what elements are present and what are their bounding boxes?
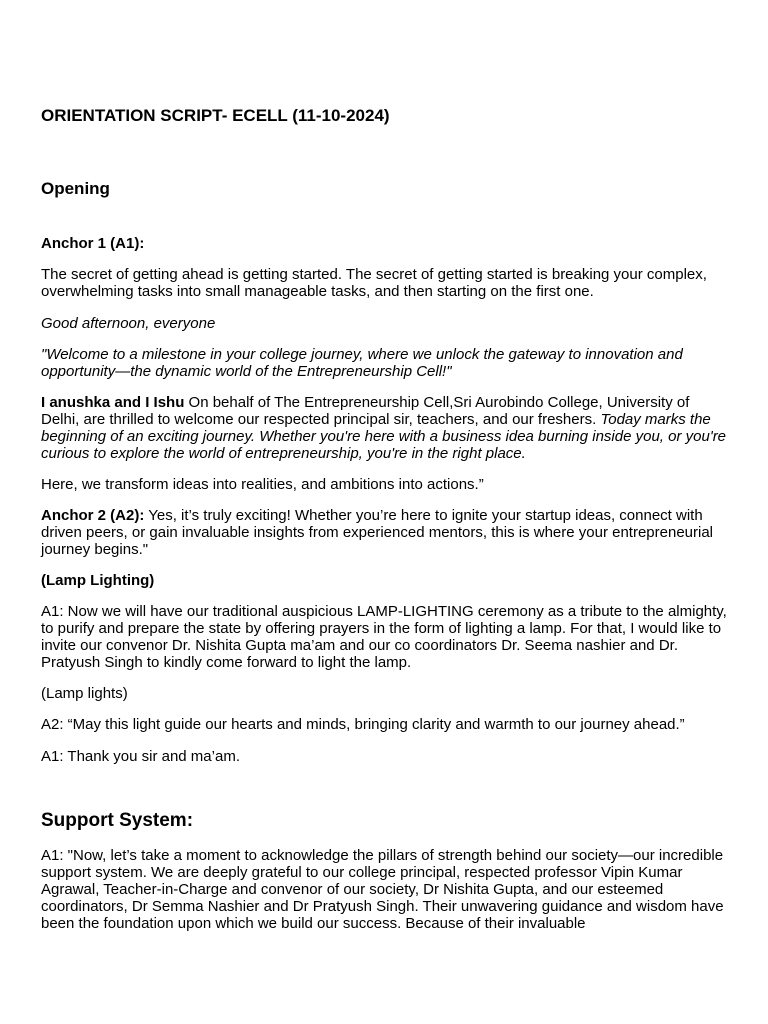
section-heading-support-system: Support System: xyxy=(41,810,194,831)
a2-light-paragraph: A2: “May this light guide our hearts and minds, bringing clarity and warmth to our journey ahead.” xyxy=(41,716,685,733)
introduction-paragraph xyxy=(41,394,731,462)
introduction-names: I anushka and I Ishu xyxy=(41,394,185,411)
welcome-quote-paragraph xyxy=(41,346,731,380)
anchor2-paragraph xyxy=(41,507,731,558)
lamp-lighting-paragraph: A1: Now we will have our traditional auspicious LAMP-LIGHTING ceremony as a tribute to the almighty, to purify and prepare the state by offering prayers in the form of lighting a lamp. For that, I would like to invite our convenor Dr. Nishita Gupta ma’am and our co coordinators Dr. Seema nashier and Dr. Pratyush Singh to kindly come forward to light the lamp. xyxy=(41,603,727,671)
anchor2-text: Yes, it’s truly exciting! Whether you’re here to ignite your startup ideas, connect with driven peers, or gain invaluable insights from experienced mentors, this is where your entrepreneurial journey begins." xyxy=(41,507,714,558)
transform-paragraph: Here, we transform ideas into realities, and ambitions into actions.” xyxy=(41,476,484,493)
greeting-paragraph xyxy=(41,315,731,332)
anchor1-label xyxy=(41,235,731,252)
opening-paragraph: The secret of getting ahead is getting started. The secret of getting started is breaking your complex, overwhelming tasks into small manageable tasks, and then starting on the first one. xyxy=(41,266,707,300)
document-title: ORIENTATION SCRIPT- ECELL (11-10-2024) xyxy=(41,106,390,125)
welcome-quote-text: "Welcome to a milestone in your college journey, where we unlock the gateway to innovation and opportunity—the dynamic world of the Entrepreneurship Cell!" xyxy=(41,346,683,380)
section-heading-opening: Opening xyxy=(41,179,110,198)
support-system-paragraph: A1: "Now, let’s take a moment to acknowledge the pillars of strength behind our society—our incredible support system. We are deeply grateful to our college principal, respected professor Vipin Kumar Agrawal, Teacher-in-Charge and convenor of our society, Dr Nishita Gupta, and our esteemed coordinators, Dr Semma Nashier and Dr Pratyush Singh. Their unwavering guidance and wisdom have been the foundation upon which we build our success. Because of their invaluable xyxy=(41,847,724,932)
a1-thanks-paragraph: A1: Thank you sir and ma’am. xyxy=(41,748,240,765)
lamp-lights-paragraph: (Lamp lights) xyxy=(41,685,128,702)
introduction-text: On behalf of The Entrepreneurship Cell,Sri Aurobindo College, University of Delhi, are thrilled to welcome our respected principal sir, teachers, and our freshers. xyxy=(41,394,690,428)
lamp-lighting-heading xyxy=(41,572,731,589)
lamp-lighting-heading-text: (Lamp Lighting) xyxy=(41,572,155,589)
anchor2-label: Anchor 2 (A2): xyxy=(41,507,145,524)
anchor1-label-text: Anchor 1 (A1): xyxy=(41,235,145,252)
greeting-text: Good afternoon, everyone xyxy=(41,315,216,332)
introduction-italic-text: Today marks the beginning of an exciting journey. Whether you're here with a business idea burning inside you, or you're curious to explore the world of entrepreneurship, you're in the right place. xyxy=(41,411,727,462)
